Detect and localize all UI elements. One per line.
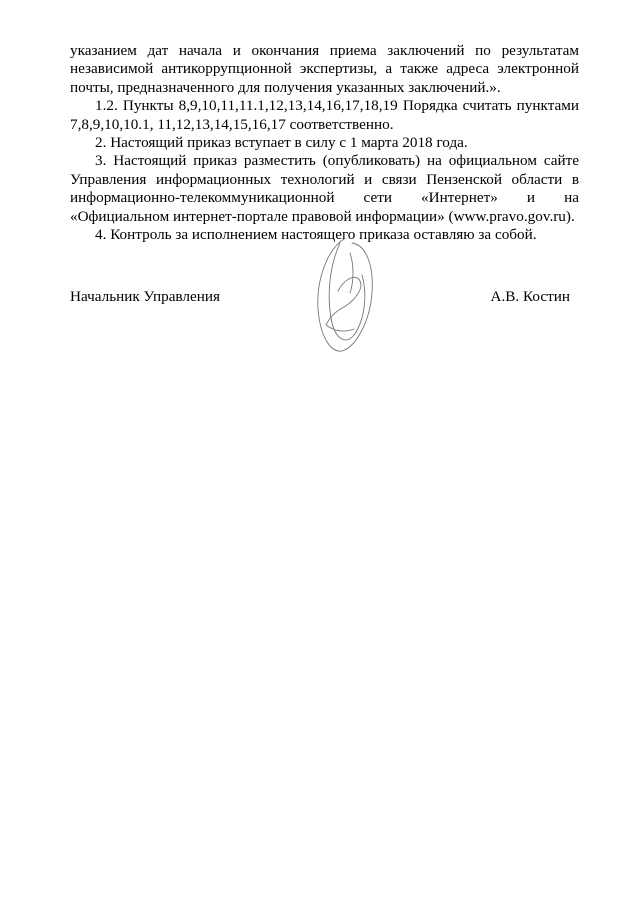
signatory-position: Начальник Управления	[70, 288, 220, 305]
handwritten-signature	[310, 235, 378, 357]
paragraph-continuation: указанием дат начала и окончания приема заключений по результатам независимой антикоррупционной экспертизы, а также адреса электронной почты, предназначенного для получения указанных заключений.».	[70, 42, 579, 96]
paragraph-item-1-2: 1.2. Пункты 8,9,10,11,11.1,12,13,14,16,17,18,19 Порядка считать пунктами 7,8,9,10,10.1, 11,12,13,14,15,16,17 соответственно.	[70, 97, 579, 133]
paragraph-item-2: 2. Настоящий приказ вступает в силу с 1 марта 2018 года.	[95, 134, 468, 152]
paragraph-item-3: 3. Настоящий приказ разместить (опубликовать) на официальном сайте Управления информационных технологий и связи Пензенской области в информационно-телекоммуникационной сети «Интернет» и на «Официальном интернет-портале правовой информации» (www.pravo.gov.ru).	[70, 152, 579, 225]
document-body	[70, 42, 579, 244]
signatory-name: А.В. Костин	[490, 288, 570, 305]
paragraph-item-4: 4. Контроль за исполнением настоящего приказа оставляю за собой.	[95, 226, 537, 244]
